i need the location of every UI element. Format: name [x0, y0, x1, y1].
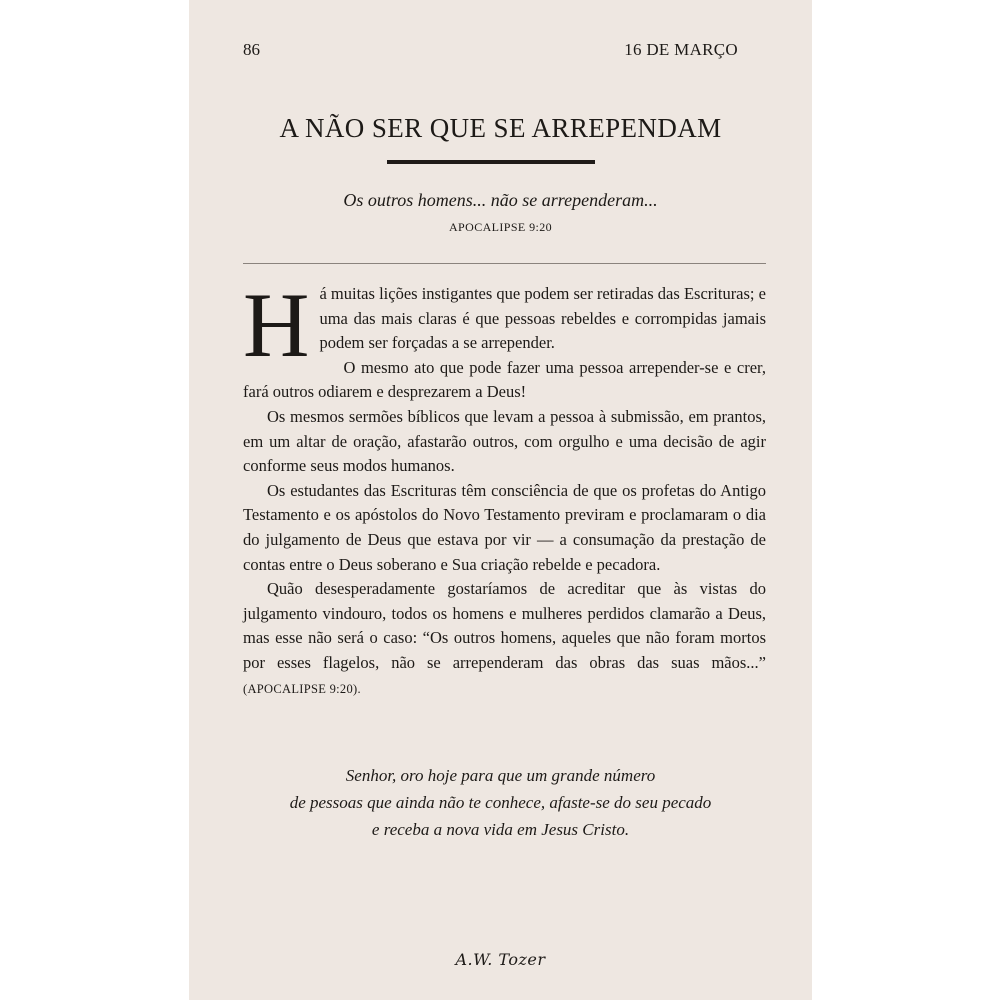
- section-divider: [243, 263, 766, 264]
- running-head-date: 16 DE MARÇO: [624, 40, 738, 59]
- epigraph-quote: Os outros homens... não se arrependeram...: [343, 190, 658, 210]
- author-signature: A.W. Tozer: [455, 950, 546, 969]
- closing-prayer: [189, 762, 812, 843]
- title-underline-rule: [387, 160, 595, 164]
- paragraph-5: [243, 577, 766, 701]
- paragraph-4: Os estudantes das Escrituras têm consciência de que os profetas do Antigo Testamento e os apóstolos do Novo Testamento previram e proclamaram o dia do julgamento de Deus que estava por vir — a consumação da prestação de contas entre o Deus soberano e Sua criação rebelde e pecadora.: [243, 480, 766, 574]
- paragraph-2: O mesmo ato que pode fazer uma pessoa arrepender-se e crer, fará outros odiarem e desprezarem a Deus!: [243, 357, 766, 402]
- body-text: [243, 274, 766, 701]
- prayer-line-2: de pessoas que ainda não te conhece, afaste-se do seu pecado: [289, 793, 712, 812]
- book-page: [189, 0, 812, 1000]
- page-number: 86: [243, 40, 260, 59]
- paragraph-3: Os mesmos sermões bíblicos que levam a pessoa à submissão, em prantos, em um altar de oração, afastarão outros, com orgulho e uma decisão de agir conforme seus modos humanos.: [243, 406, 766, 476]
- chapter-title: A NÃO SER QUE SE ARREPENDAM: [279, 113, 722, 143]
- prayer-line-1: Senhor, oro hoje para que um grande número: [345, 766, 656, 785]
- scripture-reference: (APOCALIPSE 9:20).: [243, 681, 361, 696]
- prayer-line-3: e receba a nova vida em Jesus Cristo.: [371, 820, 630, 839]
- epigraph-reference: APOCALIPSE 9:20: [448, 220, 552, 234]
- drop-cap: H: [243, 274, 310, 376]
- paragraph-5-text: Quão desesperadamente gostaríamos de acreditar que às vistas do julgamento vindouro, todos os homens e mulheres perdidos clamarão a Deus, mas esse não será o caso: “Os outros homens, aqueles que não foram mortos por esses flagelos, não se arrependeram das obras das suas mãos...”: [243, 579, 766, 672]
- paragraph-1-text: á muitas lições instigantes que podem ser retiradas das Escrituras; e uma das mais claras é que pessoas rebeldes e corrompidas jamais podem ser forçadas a se arrepender.: [319, 284, 766, 353]
- paragraph-1: [243, 274, 766, 376]
